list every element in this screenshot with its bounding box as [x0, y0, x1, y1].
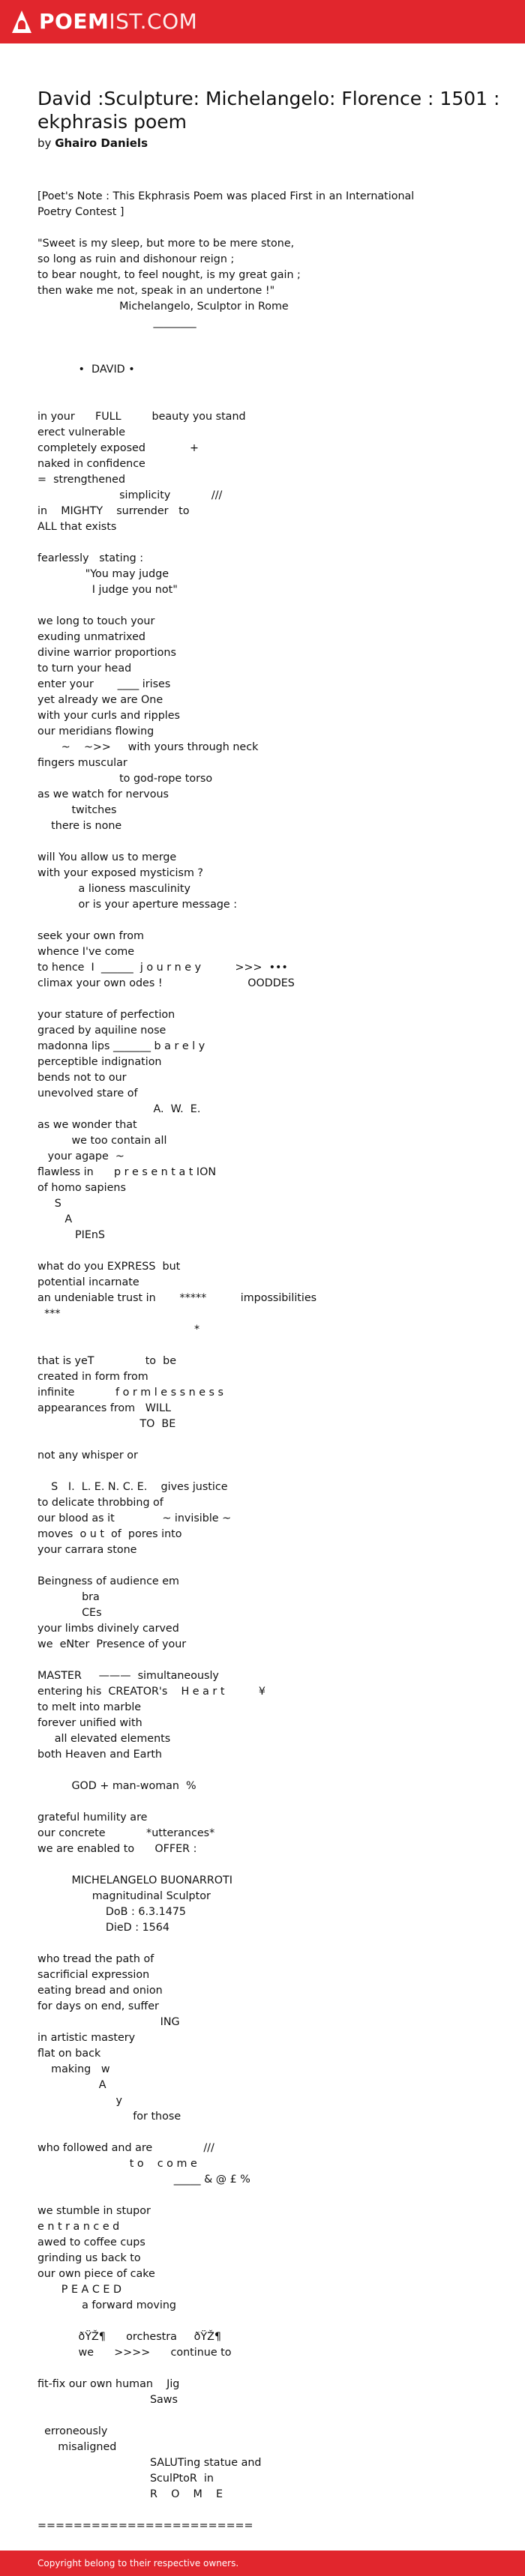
poem-body: [Poet's Note : This Ekphrasis Poem was placed First in an International Poetry Contest ] "Sweet is my sleep, but more to be mere stone, so long as ruin and dishonour reign ; to bear nought, to feel nought, is my great gain ; then wake me not, speak in an undertone !" Michelangelo, Sculptor in Rome ________ • DAVID • in your FULL beauty you stand erect vulnerable completely exposed + naked in confidence = strengthened simplicity /// in MIGHTY surrender to ALL that exists fearlessly stating : "You may judge I judge you not" we long to touch your exuding unmatrixed divine warrior proportions to turn your head enter your ____ irises yet already we are One with your curls and ripples our meridians flowing ~ ~>> with yours through neck fingers muscular to god-rope torso as we watch for nervous twitches there is none will You allow us to merge with your exposed mysticism ? a lioness masculinity or is your aperture message : seek your own from whence I've come to hence I ______ j o u r n e y >>> ••• climax your own odes ! OODDES your stature of perfection graced by aquiline nose madonna lips _______ b a r e l y perceptible indignation bends not to our unevolved stare of A. W. E. as we wonder that we too contain all your agape ~ flawless in p r e s e n t a t ION of homo sapiens S A PIEnS what do you EXPRESS but potential incarnate an undeniable trust in ***** impossibilities *** * that is yeT to be created in form from infinite f o r m l e s s n e s s appearances from WILL TO BE not any whisper or S I. L. E. N. C. E. gives justice to delicate throbbing of our blood as it ~ invisible ~ moves o u t of pores into your carrara stone Beingness of audience em bra CEs your limbs divinely carved we eNter Presence of your MASTER ——— simultaneously entering his CREATOR's H e a r t ¥ to melt into marble forever unified with all elevated elements both Heaven and Earth GOD + man-woman % grateful humility are our concrete *utterances* we are enabled to OFFER : MICHELANGELO BUONARROTI magnitudinal Sculptor DoB : 6.3.1475 DieD : 1564 who tread the path of sacrificial expression eating bread and onion for days on end, suffer ING in artistic mastery flat on back making w A y for those who followed and are /// t o c o m e _____ & @ £ % we stumble in stupor e n t r a n c e d awed to coffee cups grinding us back to our own piece of cake P E A C E D a forward moving ðŸŽ¶ orchestra ðŸŽ¶ we >>>> continue to fit-fix our own human Jig Saws erroneously misaligned SALUTing statue and SculPtoR in R O M E ========================	[38, 190, 415, 2532]
site-header	[0, 0, 525, 43]
poemist-logo-icon	[12, 10, 32, 33]
site-footer	[0, 2551, 525, 2576]
logo-text-bold: POEM	[39, 9, 110, 34]
logo-text-light: IST.COM	[109, 9, 198, 34]
by-label: by	[38, 136, 52, 150]
poem-byline	[38, 135, 502, 151]
poem-title: David :Sculpture: Michelangelo: Florence : 1501 : ekphrasis poem	[38, 88, 500, 133]
poem-container	[38, 87, 502, 2534]
copyright-notice: Copyright belong to their respective owners.	[38, 2558, 239, 2569]
site-logo[interactable]	[12, 10, 197, 33]
poem-author[interactable]: Ghairo Daniels	[55, 136, 148, 150]
logo-text	[39, 11, 197, 32]
